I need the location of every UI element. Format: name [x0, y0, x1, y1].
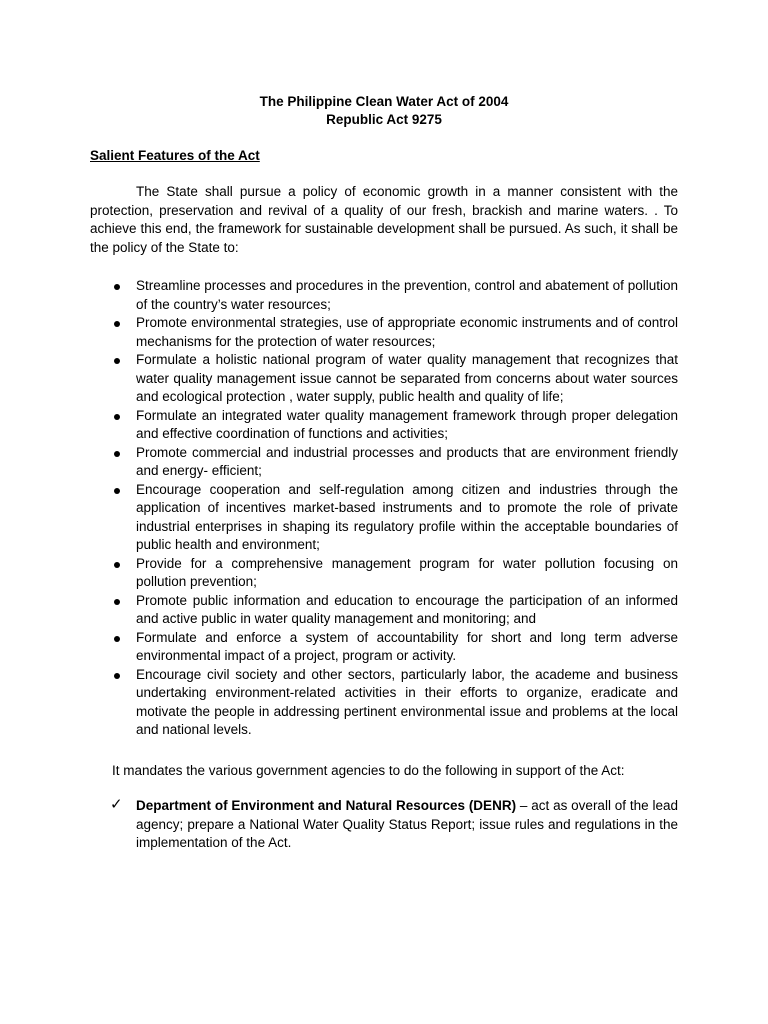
- list-item-text: Promote public information and education to encourage the participation of an informed and active public in water quality management and monitoring; and: [136, 592, 678, 626]
- list-item-text: Encourage cooperation and self-regulation among citizen and industries through the application of incentives market-based instruments and to promote the role of private industrial enterprises in shaping its regulatory profile within the acceptable boundaries of public health and environment;: [136, 481, 678, 552]
- bullet-icon: [114, 321, 120, 327]
- list-item-text: Encourage civil society and other sectors, particularly labor, the academe and business undertaking environment-related activities in their efforts to organize, eradicate and motivate the people in addressing pertinent environmental issue and problems at the local and national levels.: [136, 666, 678, 737]
- list-item-text: Promote environmental strategies, use of appropriate economic instruments and of control mechanisms for the protection of water resources;: [136, 315, 678, 349]
- mandate-intro: It mandates the various government agencies to do the following in support of the Act:: [112, 763, 625, 778]
- list-item-text: Formulate and enforce a system of accountability for short and long term adverse environmental impact of a project, program or activity.: [136, 629, 678, 663]
- list-item: [90, 666, 678, 740]
- list-item: [90, 797, 678, 853]
- list-item-text: Promote commercial and industrial processes and products that are environment friendly and energy- efficient;: [136, 444, 678, 478]
- agency-duties: – act as overall of the lead agency; prepare a National Water Quality Status Report; issue rules and regulations in the implementation of the Act.: [136, 798, 678, 850]
- intro-paragraph: The State shall pursue a policy of economic growth in a manner consistent with the protection, preservation and revival of a quality of our fresh, brackish and marine waters. . To achieve this end, the framework for sustainable development shall be pursued. As such, it shall be the policy of the State to:: [90, 184, 678, 255]
- section-heading: Salient Features of the Act: [90, 148, 260, 163]
- bullet-icon: [114, 414, 120, 420]
- list-item-text: Streamline processes and procedures in the prevention, control and abatement of pollution of the country’s water resources;: [136, 278, 678, 312]
- list-item: [90, 555, 678, 592]
- bullet-icon: [114, 284, 120, 290]
- bullet-icon: [114, 636, 120, 642]
- list-item: [90, 481, 678, 555]
- agency-name: Department of Environment and Natural Resources (DENR): [136, 798, 517, 813]
- document-title: The Philippine Clean Water Act of 2004: [259, 94, 509, 109]
- list-item: [90, 314, 678, 351]
- bullet-icon: [114, 673, 120, 679]
- bullet-icon: [114, 599, 120, 605]
- bullet-icon: [114, 451, 120, 457]
- agency-list: [90, 797, 678, 853]
- list-item: [90, 407, 678, 444]
- document-subtitle: Republic Act 9275: [326, 112, 442, 127]
- list-item: [90, 351, 678, 407]
- bullet-icon: [114, 358, 120, 364]
- list-item: [90, 629, 678, 666]
- list-item-text: Provide for a comprehensive management program for water pollution focusing on pollution prevention;: [136, 555, 678, 589]
- list-item: [90, 592, 678, 629]
- checkmark-icon: ✓: [110, 796, 123, 813]
- list-item: [90, 277, 678, 314]
- policy-list: [90, 277, 678, 740]
- list-item-text: Formulate an integrated water quality management framework through proper delegation and effective coordination of functions and activities;: [136, 407, 678, 441]
- list-item: [90, 444, 678, 481]
- bullet-icon: [114, 562, 120, 568]
- bullet-icon: [114, 488, 120, 494]
- list-item-text: Formulate a holistic national program of water quality management that recognizes that water quality management issue cannot be separated from concerns about water sources and ecological protection , water supply, public health and quality of life;: [136, 352, 678, 404]
